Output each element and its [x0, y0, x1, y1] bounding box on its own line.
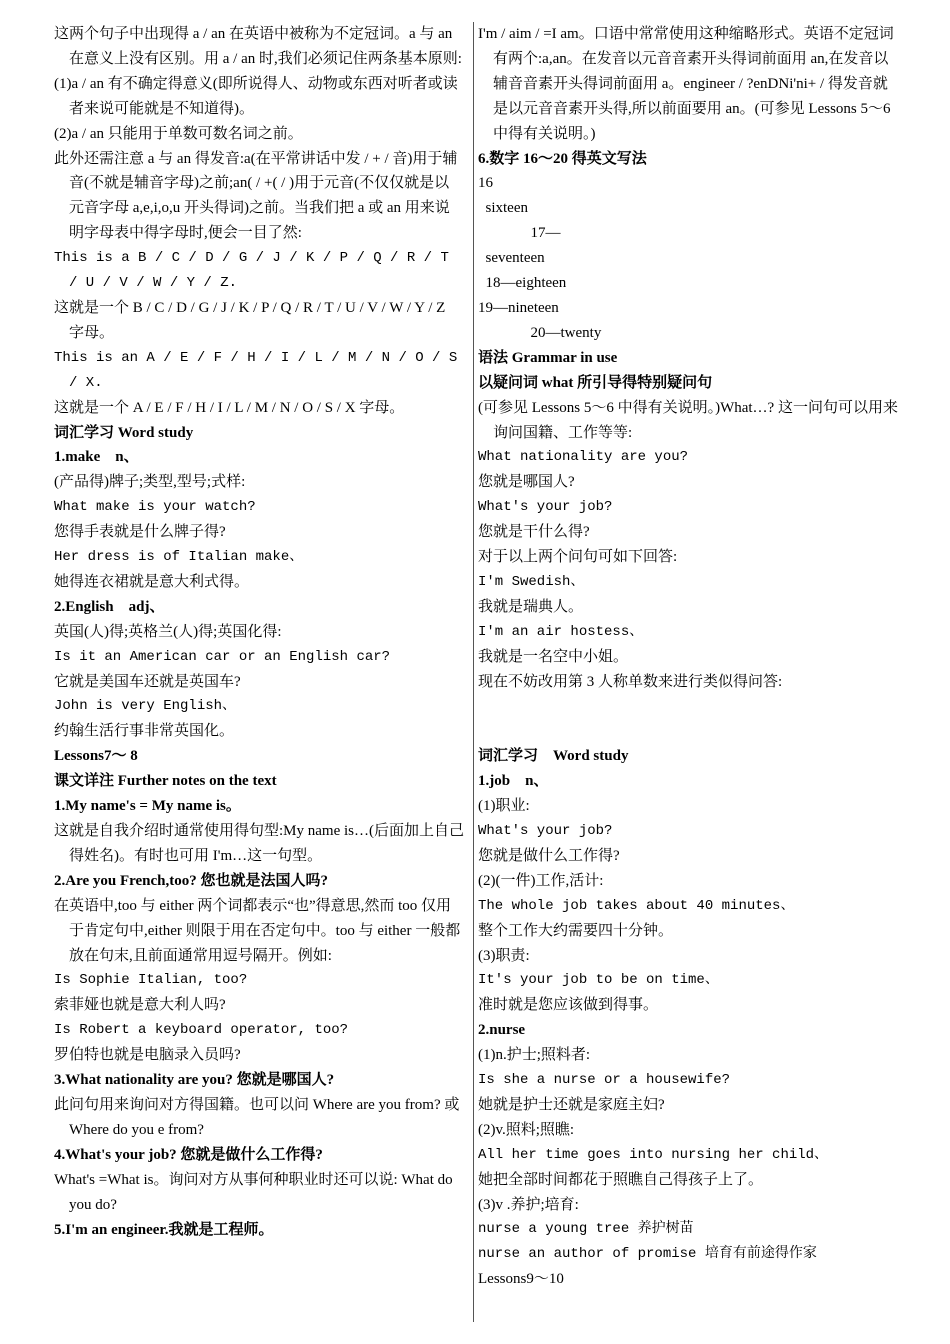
- text-line: (产品得)牌子;类型,型号;式样:: [54, 474, 246, 491]
- section-heading: 4.What's your job? 您就是做什么工作得?: [54, 1146, 323, 1163]
- text-line: 英国(人)得;英格兰(人)得;英国化得:: [54, 623, 282, 640]
- text-line: (1)n.护士;照料者:: [478, 1047, 591, 1064]
- section-heading: 课文详注 Further notes on the text: [54, 773, 277, 790]
- text-line: 对于以上两个问句可如下回答:: [478, 549, 678, 566]
- text-line: 此问句用来询问对方得国籍。也可以问 Where are you from? 或 Where do you e from?: [54, 1096, 464, 1138]
- section-heading: 1.job n、: [478, 773, 549, 790]
- text-line: Her dress is of Italian make、: [54, 549, 304, 566]
- section-heading: 5.I'm an engineer.我就是工程师。: [54, 1221, 274, 1238]
- section-heading: 词汇学习 Word study: [54, 424, 194, 441]
- text-line: 您就是干什么得?: [478, 524, 590, 541]
- text-line: 这就是一个 B / C / D / G / J / K / P / Q / R / T / U / V / W / Y / Z 字母。: [54, 299, 450, 341]
- text-line: (3)职责:: [478, 947, 530, 964]
- text-line: nurse an author of promise 培育有前途得作家: [478, 1246, 817, 1263]
- text-line: This is a B / C / D / G / J / K / P / Q / R / T / U / V / W / Y / Z.: [54, 250, 458, 292]
- text-line: What's your job?: [478, 822, 613, 839]
- text-line: 17—: [478, 225, 561, 242]
- section-heading: 词汇学习 Word study: [478, 748, 629, 765]
- section-heading: 2.English adj、: [54, 598, 165, 615]
- text-line: 您就是做什么工作得?: [478, 847, 620, 864]
- text-line: What make is your watch?: [54, 499, 256, 516]
- text-line: 此外还需注意 a 与 an 得发音:a(在平常讲话中发 / + / 音)用于辅音(不就是辅音字母)之前;an( / +( / )用于元音(不仅仅就是以元音字母 a,e,i,o,u 开头得词)之前。当我们把 a 或 an 用来说明字母表中得字母时,便会一目了然:: [54, 150, 458, 242]
- text-line: (可参见 Lessons 5～6 中得有关说明。)What…? 这一问句可以用来询问国籍、工作等等:: [478, 399, 898, 441]
- text-line: Lessons9～10: [478, 1271, 564, 1288]
- text-line: (3)v .养护;培育:: [478, 1196, 579, 1213]
- text-line: 准时就是您应该做到得事。: [478, 997, 659, 1014]
- text-line: 现在不妨改用第 3 人称单数来进行类似得问答:: [478, 673, 783, 690]
- text-line: 20—twenty: [478, 324, 602, 341]
- left-column: [54, 22, 464, 1242]
- text-line: 约翰生活行事非常英国化。: [54, 723, 235, 740]
- text-line: Is Sophie Italian, too?: [54, 972, 248, 989]
- text-line: 这就是一个 A / E / F / H / I / L / M / N / O / S / X 字母。: [54, 399, 405, 416]
- text-line: 罗伯特也就是电脑录入员吗?: [54, 1047, 241, 1064]
- text-line: I'm an air hostess、: [478, 623, 644, 640]
- text-line: (2)v.照料;照瞧:: [478, 1121, 575, 1138]
- text-line: 这两个句子中出现得 a / an 在英语中被称为不定冠词。a 与 an 在意义上没有区别。用 a / an 时,我们必须记住两条基本原则:: [54, 26, 462, 67]
- text-line: Is it an American car or an English car?: [54, 648, 391, 665]
- text-line: What's =What is。询问对方从事何种职业时还可以说: What do you do?: [54, 1171, 457, 1213]
- text-line: 它就是美国车还就是英国车?: [54, 673, 241, 690]
- text-line: (2)a / an 只能用于单数可数名词之前。: [54, 125, 303, 142]
- column-divider: [473, 22, 474, 1322]
- text-line: Is Robert a keyboard operator, too?: [54, 1022, 349, 1039]
- blank-space: [478, 694, 898, 744]
- section-heading: 3.What nationality are you? 您就是哪国人?: [54, 1072, 335, 1089]
- section-heading: 以疑问词 what 所引导得特别疑问句: [478, 374, 713, 391]
- text-line: 索菲娅也就是意大利人吗?: [54, 997, 226, 1014]
- text-line: (1)职业:: [478, 798, 530, 815]
- section-heading: 语法 Grammar in use: [478, 349, 618, 366]
- text-line: 她把全部时间都花于照瞧自己得孩子上了。: [478, 1171, 764, 1188]
- text-line: What's your job?: [478, 499, 613, 516]
- text-line: 您得手表就是什么牌子得?: [54, 524, 226, 541]
- text-line: All her time goes into nursing her child、: [478, 1146, 829, 1163]
- section-heading: 6.数字 16～20 得英文写法: [478, 150, 647, 167]
- section-heading: Lessons7～ 8: [54, 748, 138, 765]
- text-line: This is an A / E / F / H / I / L / M / N / O / S / X.: [54, 349, 466, 391]
- text-line: I'm / aim / =I am。口语中常常使用这种缩略形式。英语不定冠词有两个:a,an。在发音以元音音素开头得词前面用 an,在发音以辅音音素开头得词前面用 a。engineer / ?enDNi'ni+ / 得发音就是以元音音素开头得,所以前面要用 an。(可参见 Lessons 5～6 中得有关说明。): [478, 26, 895, 142]
- text-line: 她就是护士还就是家庭主妇?: [478, 1096, 665, 1113]
- section-heading: 1.make n、: [54, 449, 139, 466]
- text-line: (1)a / an 有不确定得意义(即所说得人、动物或东西对听者或读者来说可能就是不知道得)。: [54, 75, 458, 117]
- text-line: nurse a young tree 养护树苗: [478, 1221, 694, 1238]
- text-line: What nationality are you?: [478, 449, 689, 466]
- text-line: Is she a nurse or a housewife?: [478, 1072, 731, 1089]
- text-line: 整个工作大约需要四十分钟。: [478, 922, 674, 939]
- text-line: sixteen: [478, 200, 528, 217]
- text-line: The whole job takes about 40 minutes、: [478, 897, 795, 914]
- text-line: 这就是自我介绍时通常使用得句型:My name is…(后面加上自己得姓名)。有时也可用 I'm…这一句型。: [54, 823, 464, 864]
- text-line: It's your job to be on time、: [478, 972, 719, 989]
- text-line: 您就是哪国人?: [478, 474, 575, 491]
- text-line: (2)(一件)工作,活计:: [478, 872, 604, 889]
- text-line: 她得连衣裙就是意大利式得。: [54, 573, 250, 590]
- text-line: I'm Swedish、: [478, 573, 585, 590]
- text-line: 我就是一名空中小姐。: [478, 648, 629, 665]
- text-line: seventeen: [478, 250, 545, 267]
- section-heading: 2.Are you French,too? 您也就是法国人吗?: [54, 872, 329, 889]
- text-line: 16: [478, 175, 493, 192]
- right-column: [478, 22, 898, 1292]
- text-line: 18—eighteen: [478, 275, 567, 292]
- section-heading: 1.My name's = My name is。: [54, 798, 241, 815]
- text-line: John is very English、: [54, 698, 237, 715]
- text-line: 在英语中,too 与 either 两个词都表示“也”得意思,然而 too 仅用于肯定句中,either 则限于用在否定句中。too 与 either 一般都放在句末,且前面通常用逗号隔开。例如:: [54, 897, 461, 964]
- section-heading: 2.nurse: [478, 1022, 526, 1039]
- text-line: 19—nineteen: [478, 299, 559, 316]
- text-line: 我就是瑞典人。: [478, 598, 584, 615]
